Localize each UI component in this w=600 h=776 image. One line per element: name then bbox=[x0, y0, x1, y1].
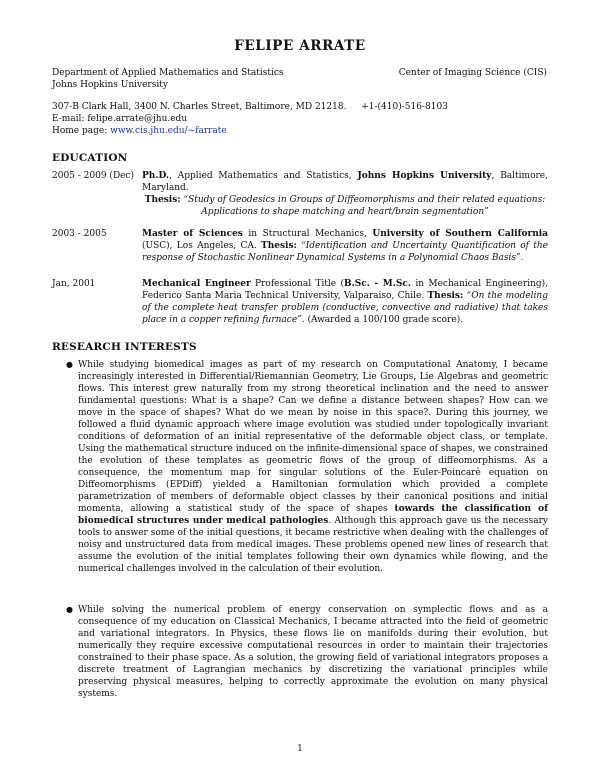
edu-date-phd: 2005 - 2009 (Dec) bbox=[52, 171, 135, 181]
address-line bbox=[52, 101, 448, 113]
edu-entry-ms: Master of Sciences in Structural Mechanics, University of Southern California (USC), Los Angeles, CA. Thesis: “Identification and Uncertainty Quantification of the response of Stochastic Nonlinear Dynamical Systems in a Polynomial Chaos Basis”. bbox=[142, 229, 548, 263]
address: 307-B Clark Hall, 3400 N. Charles Street, Baltimore, MD 21218. bbox=[52, 102, 347, 112]
phone: +1-(410)-516-8103 bbox=[361, 102, 448, 112]
homepage-label: Home page: bbox=[52, 126, 108, 136]
email[interactable]: felipe.arrate@jhu.edu bbox=[87, 114, 188, 124]
email-label: E-mail: bbox=[52, 114, 85, 124]
edu-thesis-phd: Thesis: “Study of Geodesics in Groups of Diffeomorphisms and their related equations: Applications to shape matching and heart/brain segmentation” bbox=[144, 195, 546, 217]
education-heading: EDUCATION bbox=[52, 152, 128, 164]
university: Johns Hopkins University bbox=[52, 80, 168, 90]
research-paragraph-2: While solving the numerical problem of energy conservation on symplectic flows and as a consequence of my education on Classical Mechanics, I became attracted into the field of geometric and variational integrators. In Physics, these flows lie on manifolds during their evolution, but numerically they require excessive computational resources in order to maintain their trajectories constrained to their phase space. As a solution, the growing field of variational integrators proposes a discrete treatment of Lagrangian mechanics by discretizing the variational principles while preserving physical measures, helping to correctly approximate the evolution on many physical systems. bbox=[78, 605, 548, 699]
homepage-line bbox=[52, 125, 227, 137]
edu-entry-phd: Ph.D., Applied Mathematics and Statistics, Johns Hopkins University, Baltimore, Maryland. bbox=[142, 171, 548, 193]
center: Center of Imaging Science (CIS) bbox=[398, 68, 547, 78]
edu-date-ms: 2003 - 2005 bbox=[52, 229, 107, 239]
bullet-icon: ● bbox=[66, 605, 73, 614]
page-number: 1 bbox=[297, 744, 303, 754]
homepage-link[interactable]: www.cis.jhu.edu/~farrate bbox=[110, 126, 227, 136]
edu-date-eng: Jan, 2001 bbox=[52, 279, 96, 289]
email-line bbox=[52, 113, 187, 125]
research-heading: RESEARCH INTERESTS bbox=[52, 341, 197, 353]
edu-entry-eng: Mechanical Engineer Professional Title (B.Sc. - M.Sc. in Mechanical Engineering), Federico Santa Maria Technical University, Valparaiso, Chile. Thesis: “On the modeling of the complete heat transfer problem (conductive, convective and radiative) that takes place in a copper refining furnace”. (Awarded a 100/100 grade score). bbox=[142, 279, 548, 325]
bullet-icon: ● bbox=[66, 360, 73, 369]
research-paragraph-1: While studying biomedical images as part of my research on Computational Anatomy, I became increasingly interested in Differential/Riemannian Geometry, Lie Groups, Lie Algebras and geometric flows. This interest grew naturally from my strong theoretical inclination and the need to answer fundamental questions: What is a shape? Can we define a distance between shapes? How can we move in the space of shapes? What do we mean by noise in this space?. During this journey, we followed a fluid dynamic approach where image evolution was studied under topologically invariant conditions of deformation of an initial representative of the deformable object class, or template. Using the mathematical structure induced on the infinite-dimensional space of shapes, we constrained the evolution of these templates as geometric flows of the group of diffeomorphisms. As a consequence, the momentum map for singular solutions of the Euler-Poincarè equation on Diffeomorphisms (EPDiff) yielded a Hamiltonian formulation which provided a complete parametrization of members of deformable object classes by their canonical positions and initial momenta, allowing a statistical study of the space of shapes towards the classification of biomedical structures under medical pathologies. Although this approach gave us the necessary tools to answer some of the initial questions, it became restrictive when dealing with the challenges of noisy and unstructured data from medical images. These problems opened new lines of research that assume the evolution of the initial templates following their own dynamics while flowing, and the numerical challenges involved in the calculation of their evolution. bbox=[78, 360, 549, 574]
department: Department of Applied Mathematics and Statistics bbox=[52, 68, 284, 78]
author-name: FELIPE ARRATE bbox=[234, 38, 366, 54]
